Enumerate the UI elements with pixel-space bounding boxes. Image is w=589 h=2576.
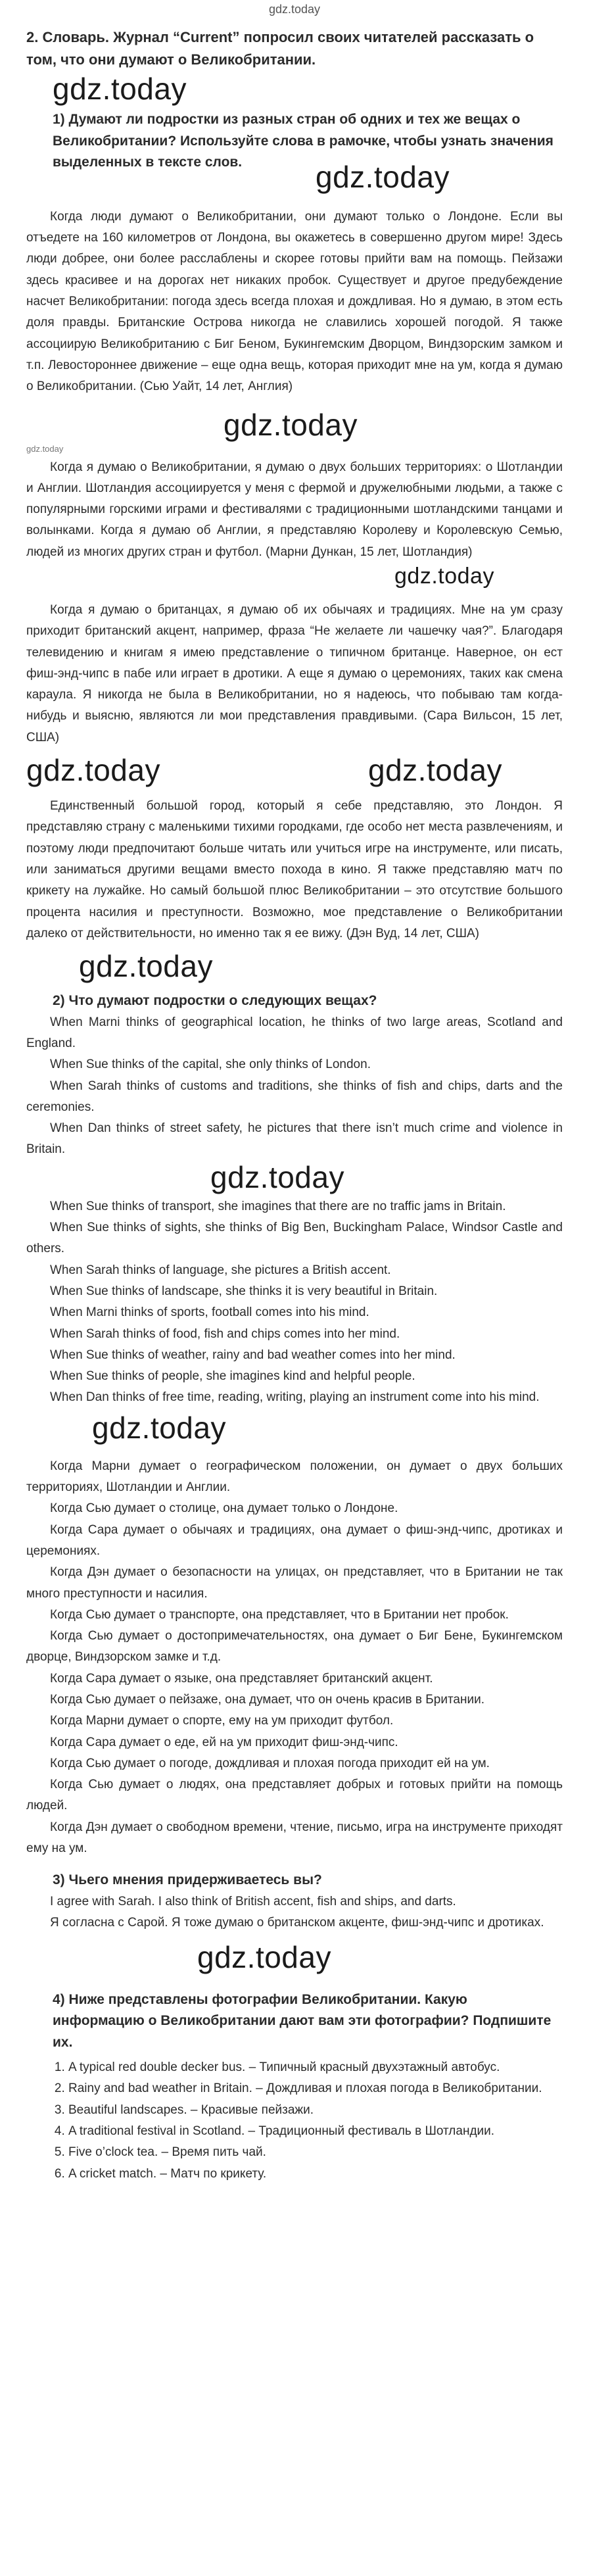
watermark-row xyxy=(26,71,563,105)
watermark-row xyxy=(26,944,563,986)
answer-en: When Sue thinks of transport, she imagines that there are no traffic jams in Britain. xyxy=(50,1199,506,1213)
answer-ru: Когда Сью думает о столице, она думает только о Лондоне. xyxy=(50,1501,398,1516)
answer-en: When Sarah thinks of language, she pictures a British accent. xyxy=(50,1263,391,1277)
answer-ru: Когда Сью думает о транспорте, она представляет, что в Британии нет пробок. xyxy=(50,1607,509,1622)
watermark: gdz.today xyxy=(53,72,187,107)
answer-ru: Когда Сью думает о погоде, дождливая и плохая погода приходит ей на ум. xyxy=(50,1756,490,1770)
answer-3-en: I agree with Sarah. I also think of British accent, fish and ships, and darts. xyxy=(50,1894,456,1908)
answer-en: When Sue thinks of landscape, she thinks it is very beautiful in Britain. xyxy=(50,1284,438,1298)
photo-captions-list xyxy=(26,2057,563,2185)
watermark: gdz.today xyxy=(368,753,502,788)
caption-item: 3. Beautiful landscapes. – Красивые пейзажи. xyxy=(68,2100,563,2121)
question-4: 4) Ниже представлены фотографии Великобритании. Какую информацию о Великобритании дают вам эти фотографии? Подпишите их. xyxy=(53,1991,552,2050)
watermark: gdz.today xyxy=(316,159,450,194)
watermark-small: gdz.today xyxy=(26,443,64,454)
answer-en: When Dan thinks of free time, reading, writing, playing an instrument come into his mind. xyxy=(50,1390,540,1405)
watermark-row xyxy=(26,1934,563,1985)
answer-ru: Когда Дэн думает о свободном времени, чтение, письмо, игра на инструменте приходят ему на ум. xyxy=(26,1820,563,1856)
answer-ru: Когда Сара думает о еде, ей на ум приходит фиш-энд-чипс. xyxy=(50,1735,398,1749)
paragraph-sue: Когда люди думают о Великобритании, они думают только о Лондоне. Если вы отъедете на 160 километров от Лондона, вы окажетесь в совершенно другом мире! Здесь люди добрее, они более расслаблены и скорее готовы прийти вам на помощь. Пейзажи здесь красивее и на дорогах нет никаких пробок. Существует и другое предубеждение насчет Великобритании: погода здесь всегда плохая и дождливая. Но я думаю, в этом есть доля правды. Британские Острова никогда не славились хорошей погодой. Я также ассоциирую Великобританию с Биг Беном, Букингемским Дворцом, Виндзорским замком и т.п. Левостороннее движение – еще одна вещь, которая приходит мне на ум, когда я думаю о Великобритании. (Сью Уайт, 14 лет, Англия) xyxy=(26,209,563,394)
question-2: 2) Что думают подростки о следующих вещах? xyxy=(53,993,377,1009)
answer-en: When Sarah thinks of food, fish and chips comes into her mind. xyxy=(50,1326,400,1341)
watermark-row xyxy=(26,159,563,207)
watermark-row xyxy=(26,398,563,457)
paragraph-dan: Единственный большой город, который я себе представляю, это Лондон. Я представляю страну с маленькими тихими городками, где особо нет места развлечениям, и поэтому люди предпочитают больше читать или учиться игре на инструменте, или писать, или заниматься другими вещами вместо похода в кино. Я также представляю матч по крикету на лужайке. Но самый большой плюс Великобритании – это отсутствие большого процента насилия и преступности. Возможно, мое представление о Великобритании далеко от действительности, но именно так я ее вижу. (Дэн Вуд, 14 лет, США) xyxy=(26,799,563,940)
answer-en: When Marni thinks of geographical location, he thinks of two large areas, Scotland and England. xyxy=(26,1015,563,1050)
paragraph-sarah: Когда я думаю о британцах, я думаю об их обычаях и традициях. Мне на ум сразу приходит британский акцент, например, фраза “Не желаете ли чашечку чая?”. Благодаря телевидению и книгам я имею представление о типичном британце. Наверное, он ест фиш-энд-чипс в пабе или играет в дротики. А еще я думаю о церемониях, таких как смена караула. Я никогда не была в Великобритании, но я надеюсь, что побываю там когда-нибудь и выясню, являются ли мои представления правдивыми. (Сара Вильсон, 15 лет, США) xyxy=(26,602,563,744)
watermark: gdz.today xyxy=(79,949,213,984)
watermark-row xyxy=(26,1161,563,1196)
paragraph-marni: Когда я думаю о Великобритании, я думаю о двух больших территориях: о Шотландии и Англии. Шотландия ассоциируется у меня с фермой и дружелюбными людьми, а также с популярными горскими играми и фестивалями с традиционными шотландскими танцами и волынками. Когда я думаю об Англии, я представляю Королеву и Королевскую Семью, людей из многих других стран и футбол. (Марни Дункан, 15 лет, Шотландия) xyxy=(26,460,563,559)
site-header xyxy=(26,0,563,21)
question-3: 3) Чьего мнения придерживаетесь вы? xyxy=(53,1872,322,1888)
answer-en: When Marni thinks of sports, football comes into his mind. xyxy=(50,1305,369,1320)
answer-ru: Когда Сью думает о пейзаже, она думает, что он очень красив в Британии. xyxy=(50,1693,485,1707)
caption-item: 6. A cricket match. – Матч по крикету. xyxy=(68,2164,563,2185)
answer-en: When Sue thinks of people, she imagines kind and helpful people. xyxy=(50,1369,415,1384)
watermark: gdz.today xyxy=(92,1410,226,1445)
caption-item: 2. Rainy and bad weather in Britain. – Дождливая и плохая погода в Великобритании. xyxy=(68,2078,563,2099)
caption-item: 4. A traditional festival in Scotland. – Традиционный фестиваль в Шотландии. xyxy=(68,2121,563,2142)
russian-answers xyxy=(26,1456,563,1860)
answer-ru: Когда Сью думает о людях, она представляет добрых и готовых прийти на помощь людей. xyxy=(26,1778,563,1813)
watermark: gdz.today xyxy=(210,1159,344,1194)
answer-en: When Sue thinks of sights, she thinks of Big Ben, Buckingham Palace, Windsor Castle and others. xyxy=(26,1221,563,1256)
answer-en: When Dan thinks of street safety, he pictures that there isn’t much crime and violence in Britain. xyxy=(26,1121,563,1157)
answer-en: When Sue thinks of the capital, she only thinks of London. xyxy=(50,1057,371,1072)
site-logo-text[interactable]: gdz.today xyxy=(268,3,321,16)
answer-ru: Когда Марни думает о спорте, ему на ум приходит футбол. xyxy=(50,1714,394,1728)
watermark: gdz.today xyxy=(26,753,160,788)
watermark-row xyxy=(26,1409,563,1456)
watermark-row xyxy=(26,748,563,796)
watermark: gdz.today xyxy=(394,563,494,589)
caption-item: 1. A typical red double decker bus. – Типичный красный двухэтажный автобус. xyxy=(68,2057,563,2078)
answer-3-ru: Я согласна с Сарой. Я тоже думаю о британском акценте, фиш-энд-чипс и дротиках. xyxy=(50,1916,544,1930)
answer-en: When Sarah thinks of customs and traditions, she thinks of fish and chips, darts and the ceremonies. xyxy=(26,1079,563,1114)
answer-ru: Когда Сара думает о языке, она представляет британский акцент. xyxy=(50,1671,433,1686)
watermark: gdz.today xyxy=(197,1939,331,1974)
task-title: 2. Словарь. Журнал “Current” попросил своих читателей рассказать о том, что они думают о Великобритании. xyxy=(26,29,534,68)
answer-en: When Sue thinks of weather, rainy and bad weather comes into her mind. xyxy=(50,1348,456,1362)
answer-ru: Когда Сью думает о достопримечательностях, она думает о Биг Бене, Букингемском дворце, Виндзорском замке и т.д. xyxy=(26,1629,563,1665)
answer-ru: Когда Сара думает о обычаях и традициях, она думает о фиш-энд-чипс, дротиках и церемониях. xyxy=(26,1522,563,1558)
caption-item: 5. Five o’clock tea. – Время пить чай. xyxy=(68,2142,563,2163)
watermark-row xyxy=(26,563,563,600)
english-answers xyxy=(26,1012,563,1409)
answer-ru: Когда Дэн думает о безопасности на улицах, он представляет, что в Британии не так много преступности и насилия. xyxy=(26,1565,563,1601)
question-1: 1) Думают ли подростки из разных стран об одних и тех же вещах о Великобритании? Используйте слова в рамочке, чтобы узнать значения выделенных в тексте слов. xyxy=(53,112,554,170)
watermark: gdz.today xyxy=(224,407,358,442)
answer-ru: Когда Марни думает о географическом положении, он думает о двух больших территориях, Шотландии и Англии. xyxy=(26,1459,563,1495)
